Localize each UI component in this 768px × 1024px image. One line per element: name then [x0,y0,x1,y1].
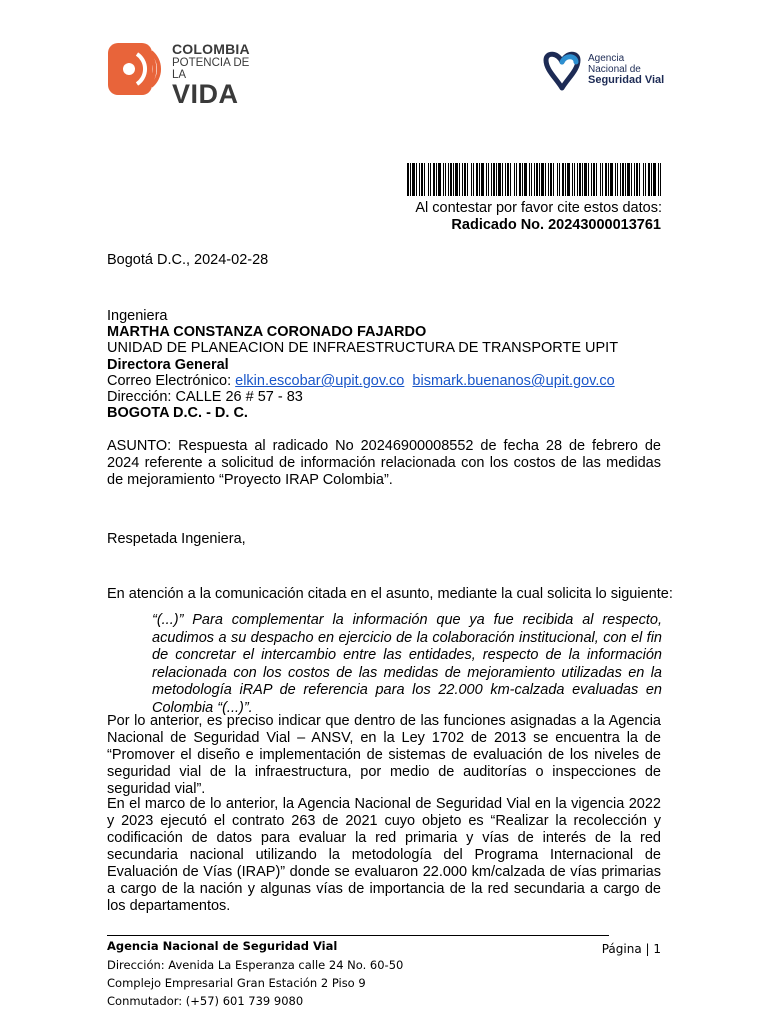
colombia-logo-mark-icon [107,42,167,98]
radicado-prompt: Al contestar por favor cite estos datos: [415,200,662,216]
intro-paragraph: En atención a la comunicación citada en el asunto, mediante la cual solicita lo siguiente: [107,586,673,602]
logo-line-colombia: COLOMBIA [172,41,250,57]
recipient-email-line [107,373,615,390]
email-label: Correo Electrónico: [107,373,236,389]
recipient-position: Directora General [107,357,229,373]
recipient-name: MARTHA CONSTANZA CORONADO FAJARDO [107,324,427,340]
ansv-logo-mark-icon [540,48,584,92]
greeting: Respetada Ingeniera, [107,531,246,547]
page-number: Página | 1 [601,942,661,956]
recipient-entity: UNIDAD DE PLANEACION DE INFRAESTRUCTURA DE TRANSPORTE UPIT [107,340,619,356]
recipient-title: Ingeniera [107,308,168,324]
ansv-logo-line1: Agencia [588,53,625,64]
radicado-barcode [407,163,662,196]
recipient-address: Dirección: CALLE 26 # 57 - 83 [107,389,303,405]
subject-paragraph: ASUNTO: Respuesta al radicado No 20246900008552 de fecha 28 de febrero de 2024 referente a solicitud de información relacionada con los costos de las medidas de mejoramiento “Proyecto IRAP Colombia”. [107,438,661,488]
logo-line-potencia: POTENCIA DE LA [172,57,250,81]
recipient-city: BOGOTA D.C. - D. C. [107,405,248,421]
colombia-logo-text [172,42,257,108]
footer-address: Dirección: Avenida La Esperanza calle 24 No. 60-50 [107,958,404,972]
ansv-logo [540,48,670,94]
email-link-elkin[interactable]: elkin.escobar@upit.gov.co [235,373,405,389]
ansv-logo-text [588,54,664,87]
body-paragraph-1: Por lo anterior, es preciso indicar que dentro de las funciones asignadas a la Agencia Nacional de Seguridad Vial – ANSV, en la Ley 1702 de 2013 se encuentra la de “Promover el diseño e implementación de sistemas de evaluación de los niveles de seguridad vial de la infraestructura, por medio de auditorías o inspecciones de seguridad vial”. [107,713,661,797]
footer-building: Complejo Empresarial Gran Estación 2 Piso 9 [107,976,366,990]
quoted-request: “(...)” Para complementar la información que ya fue recibida al respecto, acudimos a su despacho en ejercicio de la colaboración institucional, con el fin de concretar el intercambio entre las entidades, respecto de la información relacionada con los costos de las medidas de mejoramiento utilizadas en la metodología iRAP de referencia para los 22.000 km-calzada evaluadas en Colombia “(...)”. [152,612,662,716]
footer-divider [107,935,609,936]
logo-line-vida: VIDA [172,79,239,109]
body-paragraph-2: En el marco de lo anterior, la Agencia Nacional de Seguridad Vial en la vigencia 2022 y 2023 ejecutó el contrato 263 de 2021 cuyo objeto es “Realizar la recolección y codificación de datos para evaluar la red primaria y vías de interés de la red secundaria nacional utilizando la metodología del Programa Internacional de Evaluación de Vías (IRAP)” donde se evaluaron 22.000 km/calzada de vías primarias a cargo de la nación y algunas vías de importancia de la red secundaria a cargo de los departamentos. [107,796,661,914]
colombia-potencia-de-la-vida-logo [107,41,257,109]
email-link-bismark[interactable]: bismark.buenanos@upit.gov.co [412,373,615,389]
radicado-number: Radicado No. 20243000013761 [451,217,661,233]
place-date: Bogotá D.C., 2024-02-28 [107,252,269,268]
footer-agency: Agencia Nacional de Seguridad Vial [107,939,338,953]
footer-phone: Conmutador: (+57) 601 739 9080 [107,994,304,1008]
ansv-logo-line3: Seguridad Vial [588,74,665,86]
ansv-logo-line2: Nacional de [588,63,641,75]
